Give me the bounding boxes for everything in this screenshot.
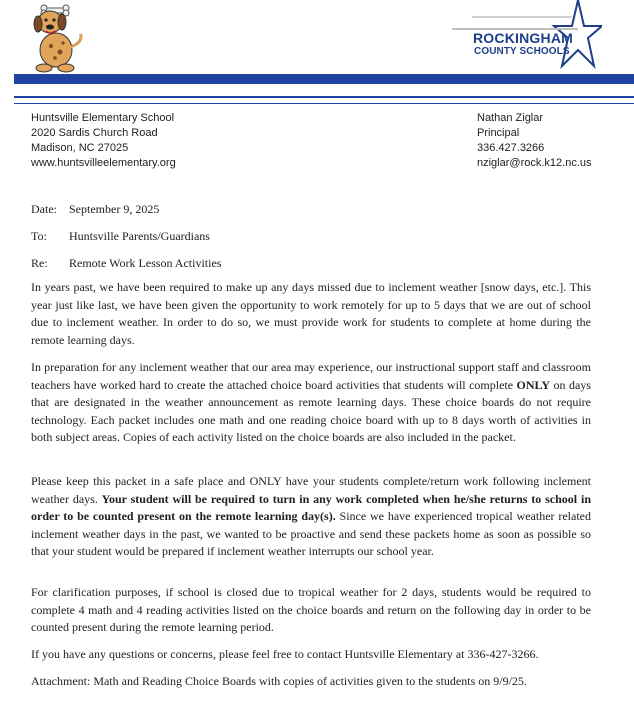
to-label: To: (31, 229, 47, 243)
principal-title: Principal (477, 127, 520, 139)
header-divider-thin (14, 103, 634, 104)
paragraph-2-text-b: on days that are designated in the weather announcement as remote learning days. These choice boards do not require technology. Each packet includes one math and one reading choice board with up to 8 days worth of activities in both subject areas. Copies of each activity listed on the choice boards are also included in the packet. (31, 377, 591, 445)
school-website-link[interactable]: www.huntsvilleelementary.org (31, 157, 176, 169)
header-bar (14, 74, 634, 84)
date-label: Date: (31, 202, 57, 216)
date-value: September 9, 2025 (69, 202, 160, 216)
paragraph-2 (31, 359, 591, 447)
paragraph-3 (31, 473, 591, 561)
paragraph-4: For clarification purposes, if school is closed due to tropical weather for 2 days, students would be required to complete 4 math and 4 reading activities listed on the choice boards and return on the following day in order to be counted present during the remote learning period. (31, 585, 591, 635)
dog-mascot-icon (30, 2, 86, 74)
re-label: Re: (31, 256, 48, 270)
logo-subtitle: COUNTY SCHOOLS (474, 46, 570, 57)
memo-re (31, 256, 221, 271)
principal-name: Nathan Ziglar (477, 112, 544, 124)
paragraph-2-bold: ONLY (516, 377, 551, 392)
logo-title: ROCKINGHAM (473, 30, 573, 46)
school-city: Madison, NC 27025 (31, 142, 129, 154)
paragraph-5: If you have any questions or concerns, please feel free to contact Huntsville Elementary at 336-427-3266. (31, 647, 539, 661)
memo-date (31, 202, 159, 217)
paragraph-3-bold: Your student will be required to turn in any work completed when he/she returns to school in order to be counted present on the remote learning day(s). (31, 491, 591, 524)
re-value: Remote Work Lesson Activities (69, 256, 222, 270)
paragraph-1: In years past, we have been required to make up any days missed due to inclement weather [snow days, etc.]. This year just like last, we have been given the opportunity to work remotely for up to 5 days that we are out of school due to inclement weather. In order to do so, we must provide work for students to complete at home during the remote learning days. (31, 280, 591, 347)
paragraph-6: Attachment: Math and Reading Choice Boards with copies of activities given to the students on 9/9/25. (31, 674, 527, 688)
school-address-block (31, 111, 176, 171)
paragraph-3-text-b: Since we have experienced tropical weather related inclement weather days in the past, we wanted to be proactive and send these packets home as soon as possible so that your student would be prepared if inclement weather interrupts our school year. (31, 509, 591, 559)
paragraph-2-text-a: In preparation for any inclement weather that our area may experience, our instructional support staff and classroom teachers have worked hard to create the attached choice board activities that students will complete (31, 360, 591, 392)
header-divider (14, 96, 634, 98)
school-street: 2020 Sardis Church Road (31, 127, 158, 139)
school-name: Huntsville Elementary School (31, 112, 175, 124)
principal-contact-block (477, 111, 592, 171)
memo-to (31, 229, 210, 244)
paragraph-3-text-a: Please keep this packet in a safe place and ONLY have your students complete/return work following inclement weather days. (31, 474, 591, 506)
principal-email-link[interactable]: nziglar@rock.k12.nc.us (477, 157, 592, 169)
to-value: Huntsville Parents/Guardians (69, 229, 210, 243)
principal-phone: 336.427.3266 (477, 142, 545, 154)
